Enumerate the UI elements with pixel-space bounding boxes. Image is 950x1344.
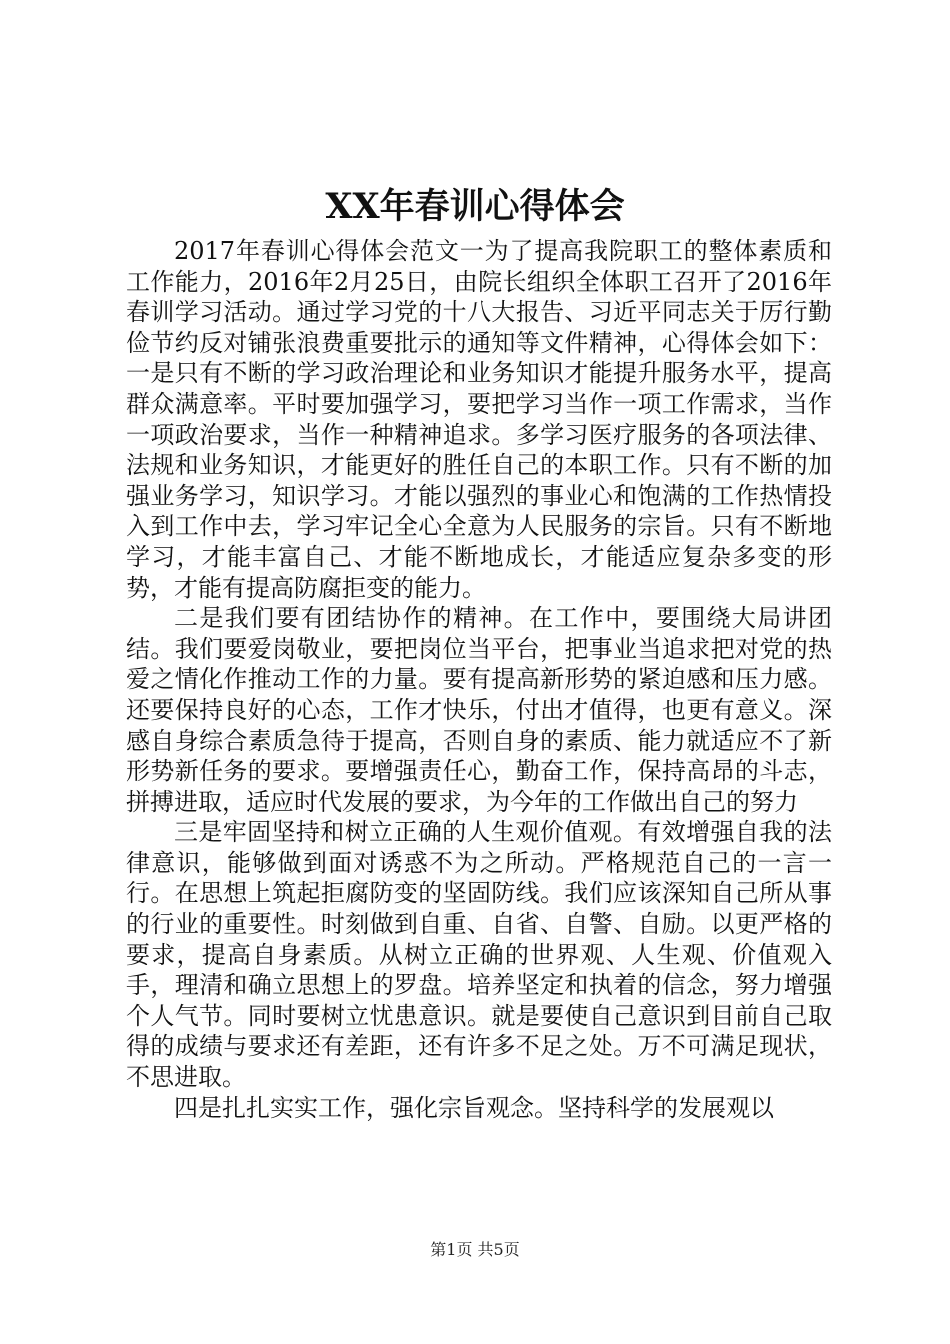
document-body [126, 236, 832, 1123]
page-footer: 第1页 共5页 [430, 1240, 520, 1259]
paragraph-4: 四是扎扎实实工作，强化宗旨观念。坚持科学的发展观以 [174, 1093, 774, 1122]
document-title: XX年春训心得体会 [325, 186, 625, 227]
paragraph-2: 二是我们要有团结协作的精神。在工作中，要围绕大局讲团结。我们要爱岗敬业，要把岗位当平台，把事业当追求把对党的热爱之情化作推动工作的力量。要有提高新形势的紧迫感和压力感。还要保持良好的心态，工作才快乐，付出才值得，也更有意义。深感自身综合素质急待于提高，否则自身的素质、能力就适应不了新形势新任务的要求。要增强责任心，勤奋工作，保持高昂的斗志，拼搏进取，适应时代发展的要求，为今年的工作做出自己的努力 [126, 604, 832, 816]
paragraph-3: 三是牢固坚持和树立正确的人生观价值观。有效增强自我的法律意识，能够做到面对诱惑不为之所动。严格规范自己的一言一行。在思想上筑起拒腐防变的坚固防线。我们应该深知自己所从事的行业的重要性。时刻做到自重、自省、自警、自励。以更严格的要求，提高自身素质。从树立正确的世界观、人生观、价值观入手，理清和确立思想上的罗盘。培养坚定和执着的信念，努力增强个人气节。同时要树立忧患意识。就是要使自己意识到目前自己取得的成绩与要求还有差距，还有许多不足之处。万不可满足现状，不思进取。 [126, 818, 832, 1092]
paragraph-1: 2017年春训心得体会范文一为了提高我院职工的整体素质和工作能力，2016年2月25日，由院长组织全体职工召开了2016年春训学习活动。通过学习党的十八大报告、习近平同志关于厉行勤俭节约反对铺张浪费重要批示的通知等文件精神，心得体会如下：一是只有不断的学习政治理论和业务知识才能提升服务水平，提高群众满意率。平时要加强学习，要把学习当作一项工作需求，当作一项政治要求，当作一种精神追求。多学习医疗服务的各项法律、法规和业务知识，才能更好的胜任自己的本职工作。只有不断的加强业务学习，知识学习。才能以强烈的事业心和饱满的工作热情投入到工作中去，学习牢记全心全意为人民服务的宗旨。只有不断地学习，才能丰富自己、才能不断地成长，才能适应复杂多变的形势，才能有提高防腐拒变的能力。 [126, 237, 832, 602]
